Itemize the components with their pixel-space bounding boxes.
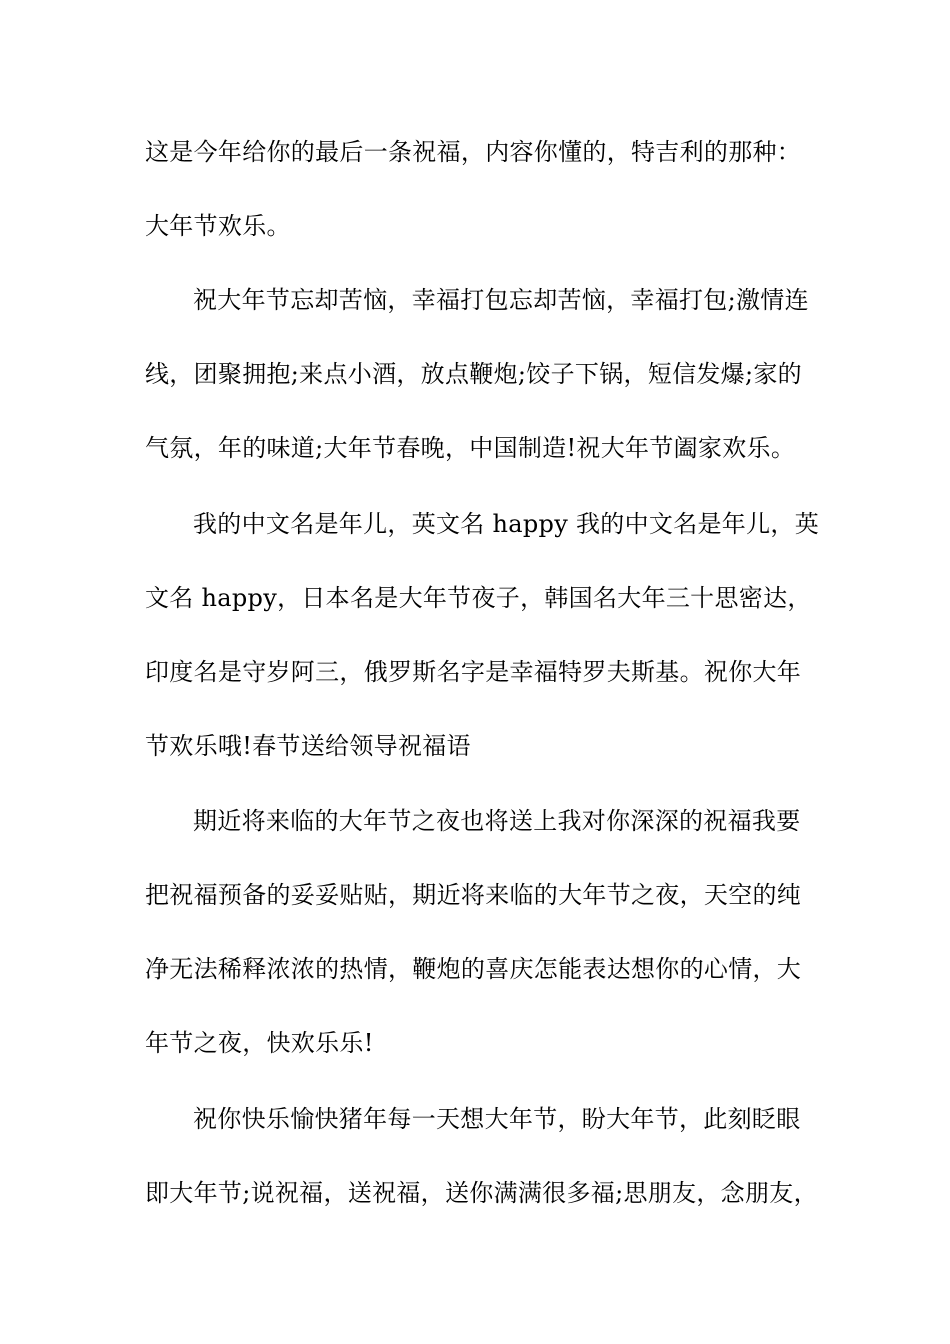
paragraph-4-line-3: 净无法稀释浓浓的热情，鞭炮的喜庆怎能表达想你的心情，大	[145, 955, 802, 983]
paragraph-5-line-1: 祝你快乐愉快猪年每一天想大年节，盼大年节，此刻眨眼	[193, 1105, 801, 1133]
text-line-2: 大年节欢乐。	[145, 212, 291, 240]
paragraph-4-line-4: 年节之夜，快欢乐乐!	[145, 1029, 374, 1057]
text-line-1: 这是今年给你的最后一条祝福，内容你懂的，特吉利的那种：	[145, 138, 802, 166]
paragraph-2-line-3: 气氛，年的味道;大年节春晚，中国制造!祝大年节阖家欢乐。	[145, 434, 796, 462]
paragraph-3-line-2: 文名 happy，日本名是大年节夜子，韩国名大年三十思密达，	[145, 584, 812, 612]
paragraph-4-line-2: 把祝福预备的妥妥贴贴，期近将来临的大年节之夜，天空的纯	[145, 881, 802, 909]
paragraph-3-line-4: 节欢乐哦!春节送给领导祝福语	[145, 732, 471, 760]
paragraph-3-line-1: 我的中文名是年儿，英文名 happy 我的中文名是年儿，英	[193, 510, 820, 538]
paragraph-4-line-1: 期近将来临的大年节之夜也将送上我对你深深的祝福我要	[193, 807, 801, 835]
paragraph-5-line-2: 即大年节;说祝福，送祝福，送你满满很多福;思朋友，念朋友，	[145, 1179, 818, 1207]
paragraph-2-line-1: 祝大年节忘却苦恼，幸福打包忘却苦恼，幸福打包;激情连	[193, 286, 809, 314]
paragraph-3-line-3: 印度名是守岁阿三，俄罗斯名字是幸福特罗夫斯基。祝你大年	[145, 658, 802, 686]
paragraph-2-line-2: 线，团聚拥抱;来点小酒，放点鞭炮;饺子下锅，短信发爆;家的	[145, 360, 802, 388]
